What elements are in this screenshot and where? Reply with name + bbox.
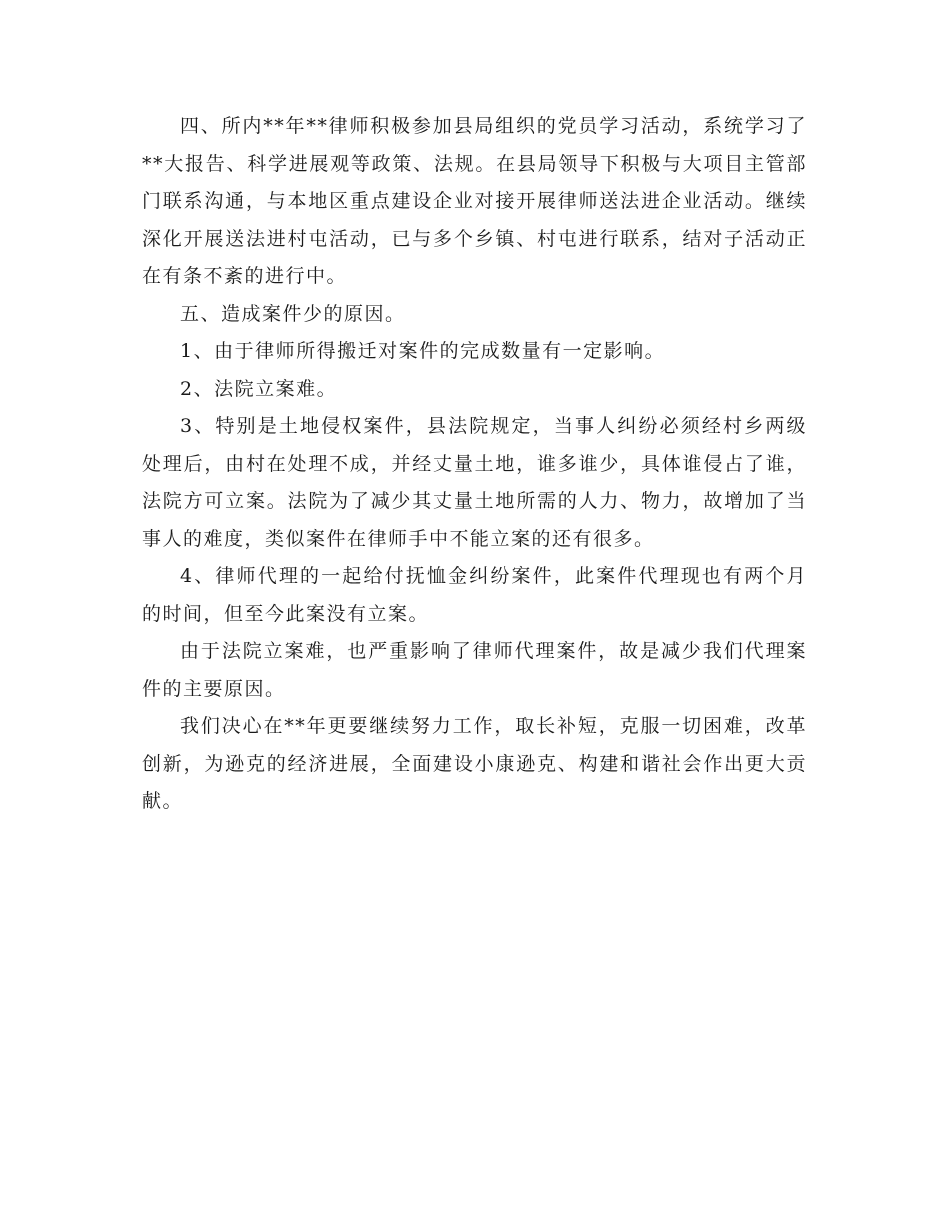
- paragraph-cause-3: 3、特别是土地侵权案件，县法院规定，当事人纠纷必须经村乡两级处理后，由村在处理不成，并经丈量土地，谁多谁少，具体谁侵占了谁，法院方可立案。法院为了减少其丈量土地所需的人力、物力，故增加了当事人的难度，类似案件在律师手中不能立案的还有很多。: [142, 415, 807, 550]
- paragraph-cause-2: 2、法院立案难。: [180, 377, 338, 400]
- document-body: [142, 108, 807, 821]
- paragraph-cause-1: 1、由于律师所得搬迁对案件的完成数量有一定影响。: [180, 340, 666, 362]
- paragraph-cause-4: 4、律师代理的一起给付抚恤金纠纷案件，此案件代理现也有两个月的时间，但至今此案没有立案。: [142, 565, 807, 625]
- paragraph-conclusion: 我们决心在**年更要继续努力工作，取长补短，克服一切困难，改革创新，为逊克的经济进展，全面建设小康逊克、构建和谐社会作出更大贡献。: [142, 715, 807, 812]
- paragraph-summary: 由于法院立案难，也严重影响了律师代理案件，故是减少我们代理案件的主要原因。: [142, 640, 807, 700]
- paragraph-party-study: 四、所内**年**律师积极参加县局组织的党员学习活动，系统学习了**大报告、科学进展观等政策、法规。在县局领导下积极与大项目主管部门联系沟通，与本地区重点建设企业对接开展律师送法进企业活动。继续深化开展送法进村屯活动，已与多个乡镇、村屯进行联系，结对子活动正在有条不紊的进行中。: [142, 115, 807, 287]
- paragraph-section-heading-causes: 五、造成案件少的原因。: [180, 302, 406, 325]
